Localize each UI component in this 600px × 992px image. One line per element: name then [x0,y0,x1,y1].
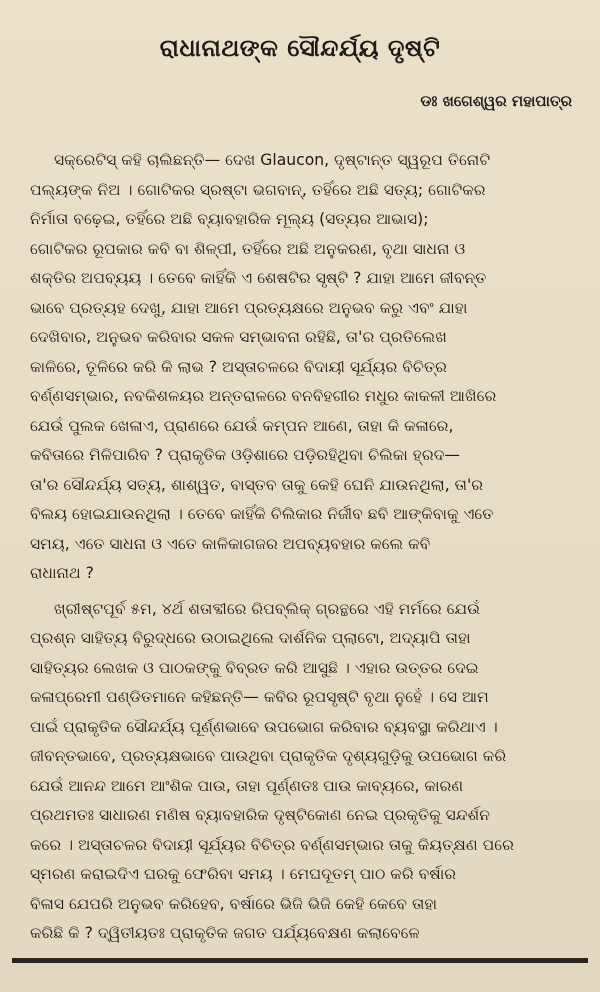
text-line: ଗୋଟିକର ରୂପକାର କବି ବା ଶିଳ୍ପୀ, ତହିଁରେ ଅଛି ଅନୁକରଣ, ବୃଥା ସାଧନା ଓ [30,239,466,258]
text-line: ଜୀବନ୍ତଭାବେ, ପ୍ରତ୍ୟକ୍ଷଭାବେ ପାଉଥିବା ପ୍ରାକୃତିକ ଦୃଶ୍ୟଗୁଡ଼ିକୁ ଉପଭୋଗ କରି [30,747,507,765]
text-line: ସକ୍ରେଟିସ୍ କହି ଚାଲିଛନ୍ତି— ଦେଖ Glaucon, ଦୃଷ୍ଟାନ୍ତ ସ୍ୱରୂପ ତିନୋଟି [54,151,491,169]
text-line: ପଲ୍ୟଙ୍କ ନିଅ । ଗୋଟିକର ସ୍ରଷ୍ଟା ଭଗବାନ୍, ତହିଁରେ ଅଛି ସତ୍ୟ; ଗୋଟିକର [30,180,486,199]
text-line: କବିତାରେ ମିଳିପାରିବ ? ପ୍ରାକୃତିକ ଓଡ଼ିଶାରେ ପଡ଼ିରହିଥିବା ଚିଲିକା ହ୍ରଦ— [30,446,461,464]
text-line: ସମୟ, ଏତେ ସାଧନା ଓ ଏତେ କାଳିକାଗଜର ଅପବ୍ୟବହାର କଲେ କବି [30,534,431,553]
text-line: କଳାପ୍ରେମୀ ପଣ୍ଡିତମାନେ କହିଛନ୍ତି— କବିର ରୂପସୃଷ୍ଟି ବୃଥା ନୁହେଁ । ସେ ଆମ [30,688,489,706]
text-line: ରାଧାନାଥ ? [30,564,94,582]
text-line: ତା'ର ସୌନ୍ଦର୍ଯ୍ୟ ସତ୍ୟ, ଶାଶ୍ୱତ, ବାସ୍ତବ ତାକୁ କେହି ଘେନି ଯାଉନଥିଲା, ତା'ର [30,475,484,494]
text-line: ସାହିତ୍ୟର ଲେଖକ ଓ ପାଠକଙ୍କୁ ବିବ୍ରତ କରି ଆସୁଛି । ଏହାର ଉତ୍ତର ଦେଇ [30,658,479,677]
bottom-rule-divider [12,958,588,963]
text-line: ନିର୍ମାତା ବଢ଼େଇ, ତହିଁରେ ଅଛି ବ୍ୟାବହାରିକ ମୂଲ୍ୟ (ସତ୍ୟର ଆଭାସ); [30,210,429,228]
paragraph-2 [30,595,578,949]
article-body [30,146,578,949]
text-line: କରିଛି କି ? ଦ୍ୱିତୀୟତଃ ପ୍ରାକୃତିକ ଜଗତ ପର୍ଯ୍ୟବେକ୍ଷଣ କଲାବେଳେ [30,924,420,942]
text-line: ଯେଉଁ ପୁଲକ ଖେଳାଏ, ପ୍ରାଣରେ ଯେଉଁ କମ୍ପନ ଆଣେ, ତାହା କି କଳାରେ, [30,416,454,435]
text-line: ଯେଉଁ ଆନନ୍ଦ ଆମେ ଆଂଶିକ ପାଉ, ତାହା ପୂର୍ଣ୍ଣତଃ ପାଉ କାବ୍ୟରେ, କାରଣ [30,776,464,795]
text-line: ବର୍ଣ୍ଣସମ୍ଭାର, ନବକିଶଳୟର ଅନ୍ତରାଳରେ ବନବିହଗୀର ମଧୁର କାକଳୀ ଆଖିରେ [30,387,497,405]
text-line: ପ୍ରଥମତଃ ସାଧାରଣ ମଣିଷ ବ୍ୟାବହାରିକ ଦୃଷ୍ଟିକୋଣ ନେଇ ପ୍ରକୃତିକୁ ସନ୍ଦର୍ଶନ [30,806,490,824]
text-line: ଶକ୍ତିର ଅପବ୍ୟୟ । ତେବେ କାହିଁକି ଏ ଶେଷଟିର ସୃଷ୍ଟି ? ଯାହା ଆମେ ଜୀବନ୍ତ [30,269,487,287]
text-line: ଖ୍ରୀଷ୍ଟପୂର୍ବ ୫ମ, ୪ର୍ଥ ଶତାବ୍ଦୀରେ ରିପବ୍ଲିକ୍ ଗ୍ରନ୍ଥରେ ଏହି ମର୍ମରେ ଯେଉଁ [54,599,481,618]
text-line: କାଳିରେ, ତୂଳିରେ କରି କି ଲାଭ ? ଅସ୍ତାଚଳରେ ବିଦାୟୀ ସୂର୍ଯ୍ୟର ବିଚିତ୍ର [30,357,447,376]
text-line: ବିଲୟ ହୋଇଯାଉନଥିଲା । ତେବେ କାହିଁକି ଚିଲିକାର ନିର୍ଜୀବ ଛବି ଆଙ୍କିବାକୁ ଏତେ [30,505,494,523]
text-line: ବିଳାସ ଯେପରି ଅନୁଭବ କରିହେବ, ବର୍ଷାରେ ଭିଜି ଭିଜି କେହି କେବେ ତାହା [30,894,438,913]
article-title: ରାଧାନାଥଙ୍କ ସୌନ୍ଦର୍ଯ୍ୟ ଦୃଷ୍ଟି [159,34,441,62]
text-line: ଭାବେ ପ୍ରତ୍ୟହ ଦେଖୁ, ଯାହା ଆମେ ପ୍ରତ୍ୟକ୍ଷରେ ଅନୁଭବ କରୁ ଏବଂ ଯାହା [30,298,468,317]
article-author: ଡଃ ଖଗେଶ୍ୱର ମହାପାତ୍ର [420,92,572,110]
text-line: କରେ । ଅସ୍ତାଚଳର ବିଦାୟୀ ସୂର୍ଯ୍ୟର ବିଚିତ୍ର ବର୍ଣ୍ଣସମ୍ଭାର ତାକୁ କିୟତ୍କ୍ଷଣ ପରେ [30,835,514,854]
text-line: ପାଇଁ ପ୍ରାକୃତିକ ସୌନ୍ଦର୍ଯ୍ୟ ପୂର୍ଣ୍ଣଭାବେ ଉପଭୋଗ କରିବାର ବ୍ୟବସ୍ଥା କରିଥାଏ । [30,717,498,736]
text-line: ଦେଖିବାର, ଅନୁଭବ କରିବାର ସକଳ ସମ୍ଭାବନା ରହିଛି, ତା'ର ପ୍ରତିଲେଖ [30,328,447,346]
text-line: ସ୍ମରଣ କରାଇଦିଏ ଘରକୁ ଫେରିବା ସମୟ । ମେଘଦୂତମ୍ ପାଠ କରି ବର୍ଷାର [30,865,457,883]
text-line: ପ୍ରଶ୍ନ ସାହିତ୍ୟ ବିରୁଦ୍ଧରେ ଉଠାଇଥିଲେ ଦାର୍ଶନିକ ପ୍ଲାଟୋ, ଅଦ୍ୟାପି ତାହା [30,629,471,647]
paragraph-1 [30,146,578,589]
